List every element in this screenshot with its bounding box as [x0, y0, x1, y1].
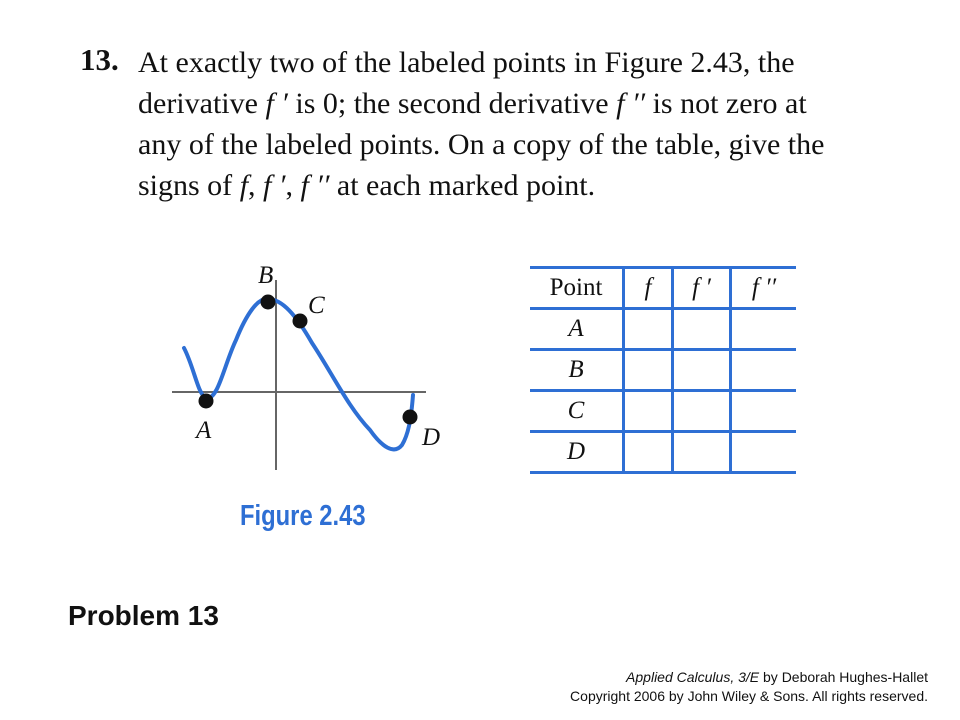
problem-text-segment: at each marked point. [329, 169, 596, 202]
table-cell-f-prime[interactable] [673, 309, 731, 350]
point-a-marker [199, 394, 214, 409]
math-f: f [239, 169, 249, 202]
credit-line-copyright: Copyright 2006 by John Wiley & Sons. All rights reserved. [570, 688, 928, 704]
math-f-prime: f ′ [265, 87, 288, 120]
problem-line-1 [138, 42, 858, 83]
table-cell-f[interactable] [624, 432, 673, 473]
table-header-point: Point [530, 268, 624, 309]
problem-statement [138, 42, 858, 206]
math-f-double-prime: f ′′ [616, 87, 646, 120]
table-row [530, 350, 796, 391]
point-d-marker [403, 410, 418, 425]
function-graph [160, 255, 460, 480]
problem-text-segment: , [285, 169, 301, 202]
table-header-f-double-prime: f ′′ [731, 268, 797, 309]
signs-table [530, 266, 796, 474]
copyright-credit [570, 668, 928, 706]
figure-caption: Figure 2.43 [240, 500, 366, 532]
point-d-label: D [422, 424, 441, 451]
problem-text-segment: any of the labeled points. On a copy of the table, give the [138, 128, 825, 161]
table-row [530, 391, 796, 432]
table-cell-f-double-prime[interactable] [731, 432, 797, 473]
problem-line-2 [138, 83, 858, 124]
table-cell-f-double-prime[interactable] [731, 350, 797, 391]
table-header-row [530, 268, 796, 309]
table-cell-f-double-prime[interactable] [731, 309, 797, 350]
problem-text-segment: , [248, 169, 264, 202]
problem-text-segment: At exactly two of the labeled points in Figure 2.43, the [138, 46, 795, 79]
table-row [530, 309, 796, 350]
point-b-marker [261, 295, 276, 310]
math-f-prime: f ′ [263, 169, 286, 202]
problem-number: 13. [80, 42, 119, 77]
point-b-label: B [258, 262, 274, 289]
book-author: by Deborah Hughes-Hallet [759, 669, 928, 685]
credit-line-book [570, 668, 928, 687]
table-cell-f[interactable] [624, 391, 673, 432]
problem-line-4 [138, 165, 858, 206]
problem-heading: Problem 13 [68, 600, 219, 631]
table-cell-f-prime[interactable] [673, 391, 731, 432]
table-cell-f[interactable] [624, 350, 673, 391]
table-cell-point: D [530, 432, 624, 473]
problem-text-segment: is not zero at [645, 87, 807, 120]
problem-text-segment: signs of [138, 169, 240, 202]
problem-text-segment: derivative [138, 87, 266, 120]
problem-line-3 [138, 124, 858, 165]
table-row [530, 432, 796, 473]
point-c-label: C [308, 292, 325, 319]
problem-text-segment: is 0; the second derivative [287, 87, 617, 120]
math-f-double-prime: f ′′ [300, 169, 330, 202]
table-cell-f[interactable] [624, 309, 673, 350]
table-header-f-prime: f ′ [673, 268, 731, 309]
table-cell-point: C [530, 391, 624, 432]
point-c-marker [293, 314, 308, 329]
table-header-f: f [624, 268, 673, 309]
table-cell-f-prime[interactable] [673, 350, 731, 391]
table-cell-point: B [530, 350, 624, 391]
table-cell-f-double-prime[interactable] [731, 391, 797, 432]
book-title: Applied Calculus, 3/E [626, 669, 760, 685]
point-a-label: A [196, 417, 212, 444]
table-cell-point: A [530, 309, 624, 350]
table-cell-f-prime[interactable] [673, 432, 731, 473]
